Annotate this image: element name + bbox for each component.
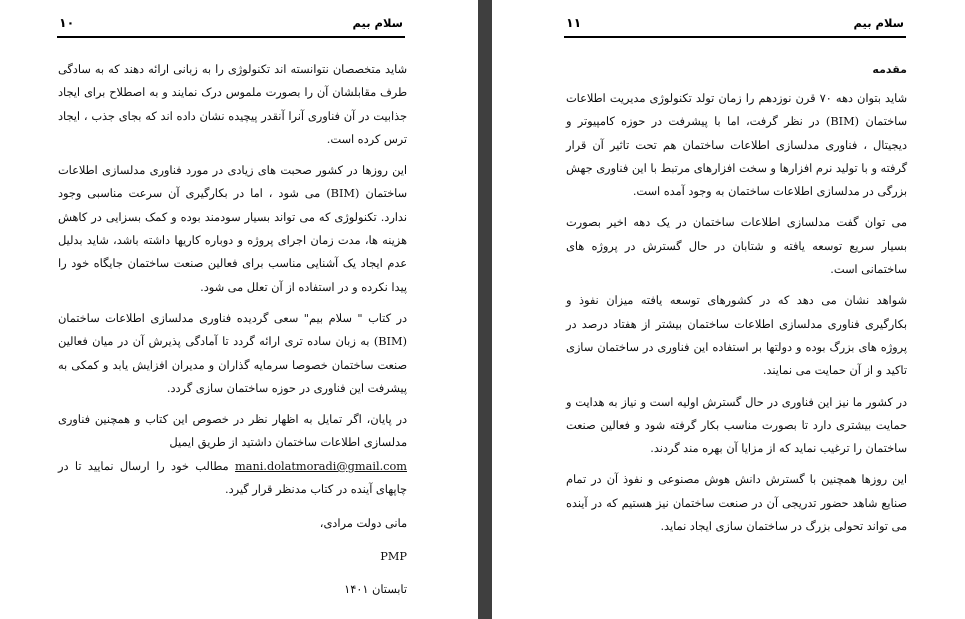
closing-paragraph-end <box>58 455 407 502</box>
paragraph: این روزها در کشور صحبت های زیادی در مورد فناوری مدلسازی اطلاعات ساختمان (BIM) می شود ، اما در بکارگیری آن سرعت مناسبی وجود ندارد. تکنولوژی که می تواند بسیار سودمند بوده و کمک بسزایی در کاهش هزینه ها، مدت زمان اجرای پروژه و دوباره کاریها داشته باشد، شاید بدلیل عدم ایجاد یک آشنایی مناسب برای فعالین صنعت ساختمان جایگاه خود را پیدا نکرده و در استفاده از آن تعلل می شود. <box>58 164 407 294</box>
email-link[interactable]: mani.dolatmoradi@gmail.com <box>235 459 408 473</box>
running-title: سلام بیم <box>853 16 904 30</box>
left-page-body <box>58 58 407 606</box>
signature-date: تابستان ۱۴۰۱ <box>344 583 407 597</box>
closing-paragraph <box>58 408 407 455</box>
page-number: ۱۱ <box>566 15 582 30</box>
paragraph: شاید بتوان دهه ۷۰ قرن نوزدهم را زمان تولد تکنولوژی مدیریت اطلاعات ساختمان (BIM) در نظر گرفت، اما با پیشرفت در حوزه کامپیوتر و دیجیتال ، فناوری مدلسازی اطلاعات ساختمان هم تحت تاثیر آن قرار گرفته و با تولید نرم افزارها و سخت افزارهای مرتبط با این فناوری جهش بزرگی در مدلسازی اطلاعات ساختمان به وجود آمده است. <box>566 92 907 199</box>
paragraph: شواهد نشان می دهد که در کشورهای توسعه یافته میزان نفوذ و بکارگیری فناوری مدلسازی اطلاعات ساختمان بیشتر از هفتاد درصد در پروژه های بزرگ بوده و دولتها بر استفاده این فناوری در ساختمان سازی تاکید و از آن حمایت می نمایند. <box>566 294 907 378</box>
paragraph: شاید متخصصان نتوانسته اند تکنولوژی را به زبانی ارائه دهند که به سادگی طرف مقابلشان آن را بصورت ملموس درک نمایند و به اصطلاح برای ایجاد جذابیت در آن فناوری آنرا آنقدر پیچیده نشان داده اند که بجای جذب ، ایجاد ترس کرده است. <box>58 63 407 146</box>
right-page-header <box>564 14 906 38</box>
paragraph: می توان گفت مدلسازی اطلاعات ساختمان در یک دهه اخیر بصورت بسیار سریع توسعه یافته و شتابان در حال گسترش در پروژه های ساختمانی است. <box>566 216 907 277</box>
closing-remainder: مطالب خود را ارسال نمایید تا در چاپهای آینده در کتاب مدنظر قرار گیرد. <box>58 459 407 497</box>
left-page <box>0 0 478 619</box>
left-page-header <box>57 14 405 38</box>
paragraph: در کشور ما نیز این فناوری در حال گسترش اولیه است و نیاز به هدایت و حمایت بیشتری دارد تا بصورت مناسب بکار گرفته شود و فعالین صنعت ساختمان را ترغیب نماید که از مزایا آن بهره مند گردند. <box>566 395 907 456</box>
right-page <box>492 0 965 619</box>
signature-block <box>307 507 407 606</box>
right-page-body <box>566 58 907 546</box>
running-title: سلام بیم <box>352 16 403 30</box>
paragraph: این روزها همچنین با گسترش دانش هوش مصنوعی و نفوذ آن در تمام صنایع شاهد حضور تدریجی آن در صنعت ساختمان نیز هستیم که در آینده می تواند تحولی بزرگ در ساختمان سازی ایجاد نماید. <box>566 473 907 534</box>
section-heading: مقدمه <box>872 63 907 76</box>
signature-name: مانی دولت مرادی، PMP <box>319 517 407 564</box>
book-spine-divider <box>478 0 492 619</box>
paragraph: در کتاب " سلام بیم" سعی گردیده فناوری مدلسازی اطلاعات ساختمان (BIM) به زبان ساده تری ارائه گردد تا آمادگی پذیرش آن در میان فعالین صنعت ساختمان خصوصا سرمایه گذاران و مدیران افزایش یابد و کمکی به پیشرفت این فناوری در حوزه ساختمان سازی گردد. <box>58 311 407 395</box>
page-number: ۱۰ <box>59 15 75 30</box>
closing-text: در پایان، اگر تمایل به اظهار نظر در خصوص این کتاب و همچنین فناوری مدلسازی اطلاعات ساختمان داشتید از طریق ایمیل <box>58 413 407 450</box>
